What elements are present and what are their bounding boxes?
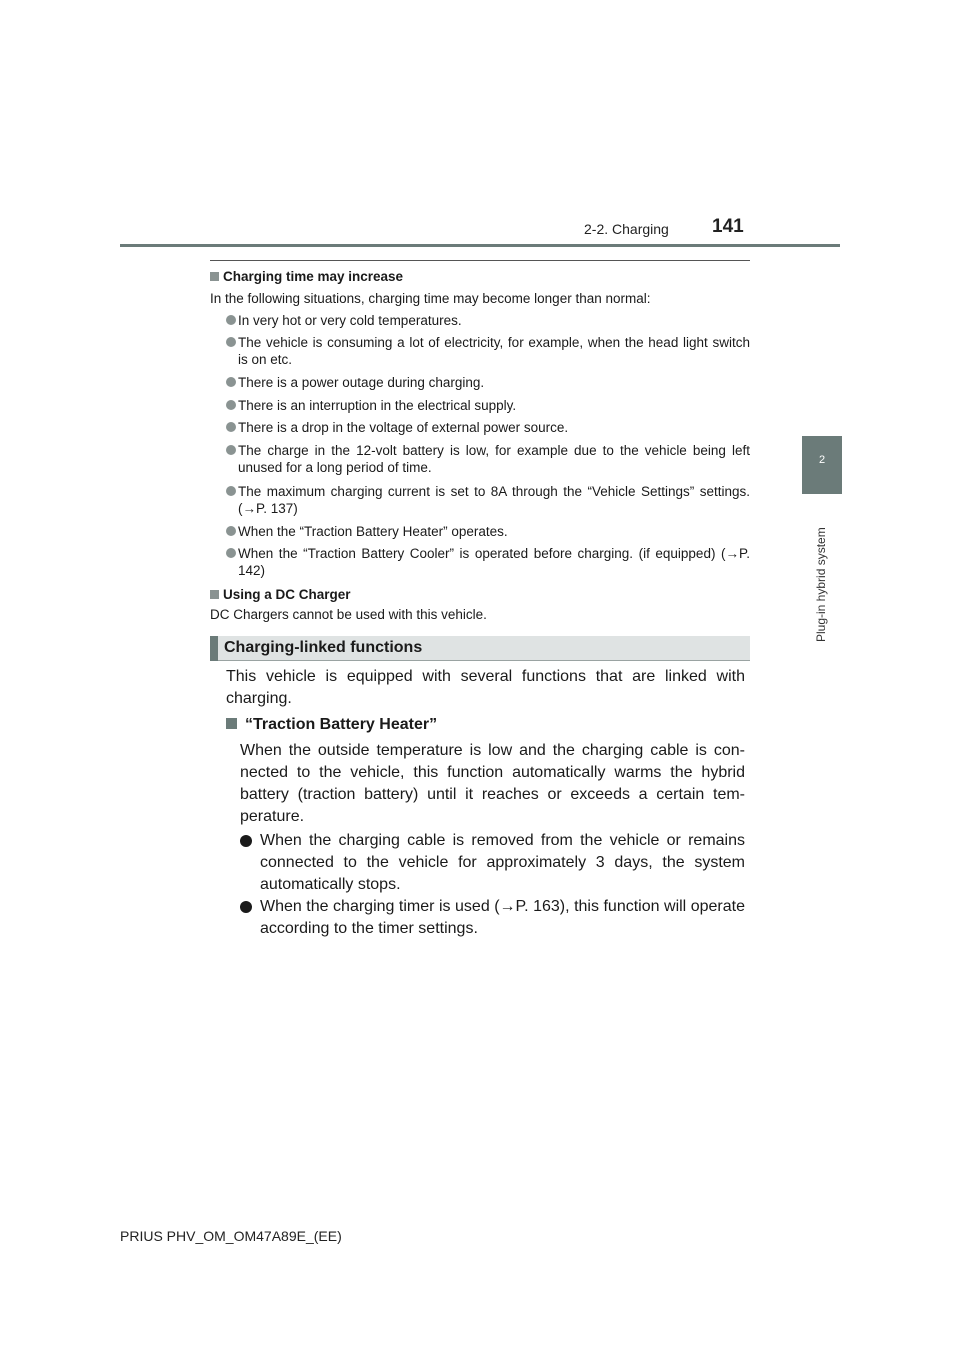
bullet-icon — [226, 337, 236, 347]
bullet-icon — [226, 548, 236, 558]
list-item: When the “Traction Battery Cooler” is operated before charging. (if equipped) (→P. 142) — [226, 545, 750, 579]
section-title: Charging-linked functions — [224, 639, 423, 656]
subheading-text: When the outside temperature is low and the charging cable is con- nected to the vehicle, this function automatically warms the hybrid battery (traction battery) until it reaches or exceeds a certain tem- perature. — [240, 742, 745, 825]
note-text-dc-charger: DC Chargers cannot be used with this vehicle. — [210, 607, 487, 622]
bullet-icon — [226, 486, 236, 496]
chapter-tab[interactable]: 2 — [802, 436, 842, 494]
bullet-icon — [240, 835, 252, 847]
page-number: 141 — [712, 216, 744, 237]
square-bullet-icon — [226, 718, 237, 729]
note-intro: In the following situations, charging time may become longer than normal: — [210, 291, 651, 306]
note-heading-dc-charger: Using a DC Charger — [210, 586, 750, 603]
square-bullet-icon — [210, 272, 219, 281]
bullet-icon — [226, 526, 236, 536]
list-item: When the charging timer is used (→P. 163), this function will operate according to the timer settings. — [240, 896, 745, 940]
bullet-icon — [226, 315, 236, 325]
square-bullet-icon — [210, 590, 219, 599]
bullet-icon — [226, 445, 236, 455]
note-heading-charging-time: Charging time may increase — [210, 268, 750, 285]
list-item: The vehicle is consuming a lot of electricity, for example, when the head light switch is on etc. — [226, 334, 750, 368]
bullet-icon — [226, 422, 236, 432]
section-intro: This vehicle is equipped with several functions that are linked with charging. — [226, 668, 745, 707]
list-item: The charge in the 12-volt battery is low, for example due to the vehicle being left unused for a long period of time. — [226, 442, 750, 476]
bullet-icon — [226, 377, 236, 387]
list-item: There is a power outage during charging. — [226, 374, 750, 391]
list-item: There is an interruption in the electrical supply. — [226, 397, 750, 414]
list-item: When the “Traction Battery Heater” operates. — [226, 523, 750, 540]
list-item: There is a drop in the voltage of external power source. — [226, 419, 750, 436]
list-item: When the charging cable is removed from the vehicle or remains connected to the vehicle for approximately 3 days, the system automatically stops. — [240, 830, 745, 896]
section-heading-bar — [210, 636, 750, 661]
content-divider — [210, 260, 750, 261]
chapter-label — [796, 524, 828, 644]
list-item: The maximum charging current is set to 8A through the “Vehicle Settings” settings. (→P. 137) — [226, 483, 750, 517]
header-section-title: 2-2. Charging — [584, 221, 669, 237]
list-item: In very hot or very cold temperatures. — [226, 312, 750, 329]
chapter-title: Plug-in hybrid system — [814, 527, 828, 642]
document-code: PRIUS PHV_OM_OM47A89E_(EE) — [120, 1228, 342, 1244]
subheading-traction-battery-heater: “Traction Battery Heater” — [226, 716, 437, 734]
header-divider — [120, 244, 840, 247]
bullet-icon — [226, 400, 236, 410]
bullet-icon — [240, 901, 252, 913]
section-accent — [210, 636, 218, 661]
